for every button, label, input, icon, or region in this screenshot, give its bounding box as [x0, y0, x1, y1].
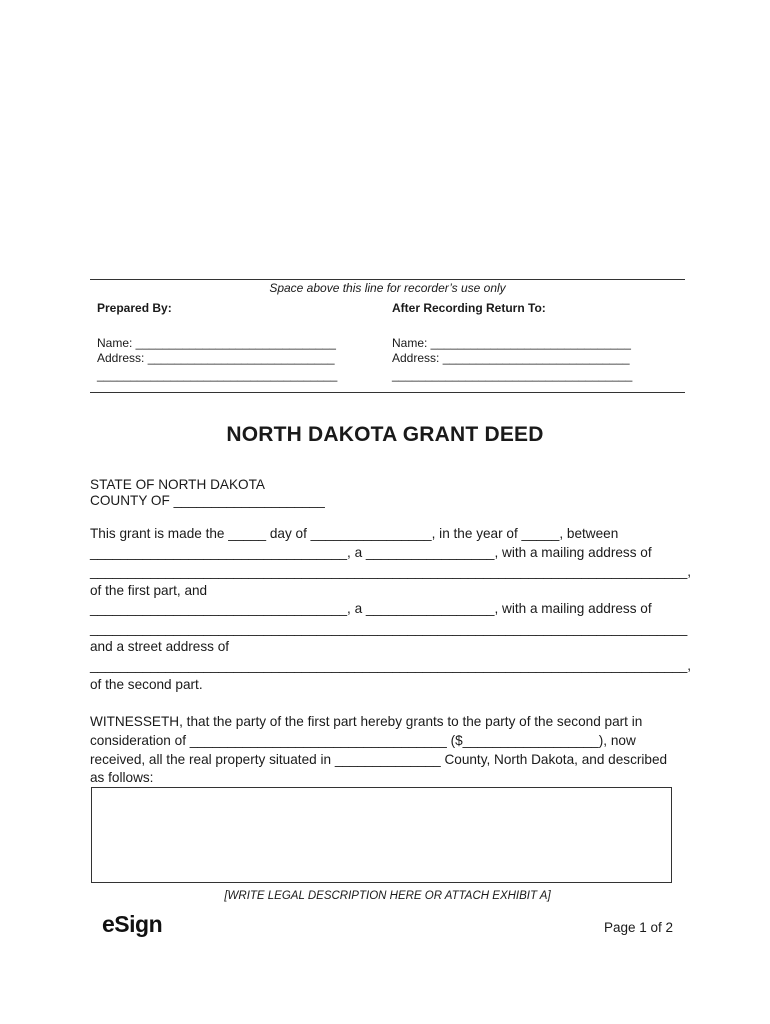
legal-description-box[interactable] [91, 787, 672, 883]
return-to-heading: After Recording Return To: [392, 301, 546, 315]
venue-county: COUNTY OF ____________________ [90, 493, 325, 508]
page-number: Page 1 of 2 [604, 920, 674, 935]
grant-line-1: This grant is made the _____ day of ________________, in the year of _____, between [90, 526, 619, 541]
witnesseth-line-1: WITNESSETH, that the party of the first part hereby grants to the party of the second part in [90, 714, 643, 729]
legal-description-note: [WRITE LEGAL DESCRIPTION HERE OR ATTACH EXHIBIT A] [224, 890, 551, 902]
return-to-address: Address: ____________________________ [392, 351, 630, 365]
recorder-top-line [90, 279, 685, 280]
witnesseth-line-4: as follows: [90, 770, 154, 785]
grant-line-8: _______________________________________________________________________________, [90, 658, 692, 673]
grant-line-4: of the first part, and [90, 583, 208, 598]
prepared-by-heading: Prepared By: [97, 301, 172, 315]
grant-line-5: __________________________________, a _________________, with a mailing address of [90, 601, 652, 616]
prepared-by-name: Name: ______________________________ [97, 336, 336, 350]
grant-line-9: of the second part. [90, 677, 203, 692]
document-title: NORTH DAKOTA GRANT DEED [226, 423, 544, 446]
recorder-bottom-line [90, 392, 685, 393]
return-to-name: Name: ______________________________ [392, 336, 631, 350]
esign-logo: eSign [102, 911, 163, 937]
grant-line-3: _______________________________________________________________________________, [90, 564, 692, 579]
grant-line-6: _______________________________________________________________________________ [90, 621, 688, 636]
witnesseth-line-2: consideration of __________________________________ ($__________________), now [90, 733, 636, 748]
grant-line-2: __________________________________, a _________________, with a mailing address of [90, 545, 652, 560]
venue-state: STATE OF NORTH DAKOTA [90, 477, 265, 492]
recorder-note: Space above this line for recorder’s use only [269, 281, 506, 295]
grant-line-7: and a street address of [90, 639, 230, 654]
witnesseth-line-3: received, all the real property situated in ______________ County, North Dakota, and described [90, 752, 668, 767]
prepared-by-extra: ____________________________________ [97, 368, 338, 382]
prepared-by-address: Address: ____________________________ [97, 351, 335, 365]
return-to-extra: ____________________________________ [392, 368, 633, 382]
